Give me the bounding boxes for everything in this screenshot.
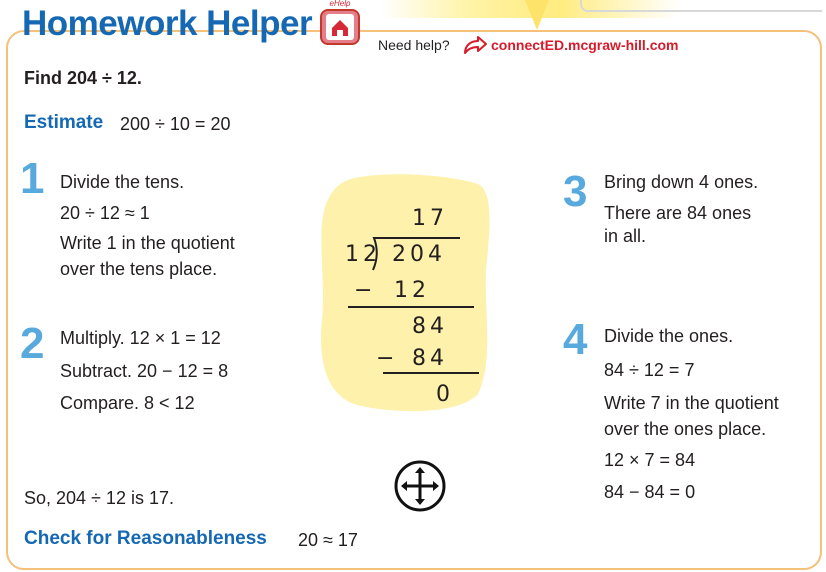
step-3-text	[604, 172, 758, 248]
check-reasonableness-value: 20 ≈ 17	[298, 530, 358, 550]
ehelp-button[interactable]	[318, 0, 364, 46]
step-4-line: 84 ÷ 12 = 7	[604, 359, 695, 380]
remainder-2: 0	[436, 382, 454, 407]
connected-link[interactable]: connectED.mcgraw-hill.com	[491, 37, 679, 53]
step-3-line: in all.	[604, 226, 647, 247]
step-number-4: 4	[563, 315, 588, 364]
step-1-line: 20 ÷ 12 ≈ 1	[60, 202, 150, 223]
step-4-line: over the ones place.	[604, 418, 767, 439]
ehelp-icon	[318, 0, 364, 46]
step-1-line: over the tens place.	[60, 258, 218, 279]
step-2-text	[60, 328, 228, 415]
estimate-value: 200 ÷ 10 = 20	[120, 114, 231, 134]
subtrahend-2: 84	[412, 346, 448, 371]
step-2-line: Multiply. 12 × 1 = 12	[60, 328, 221, 348]
estimate-label: Estimate	[24, 112, 104, 133]
step-2-line: Subtract. 20 − 12 = 8	[60, 360, 229, 381]
step-3-line: Bring down 4 ones.	[604, 172, 759, 192]
step-number-2: 2	[20, 319, 45, 368]
subtract-sign-1: −	[354, 278, 377, 303]
page-title: Homework Helper	[22, 4, 313, 43]
link-arrow-icon[interactable]	[462, 34, 488, 56]
move-icon[interactable]	[393, 459, 447, 513]
step-4-text	[604, 326, 779, 504]
dividend: 204	[392, 242, 446, 267]
step-4-line: Divide the ones.	[604, 326, 734, 346]
subtrahend-1: 12	[394, 278, 430, 303]
problem-statement: Find 204 ÷ 12.	[24, 68, 142, 88]
step-1-text	[60, 172, 235, 280]
step-4-line: 12 × 7 = 84	[604, 450, 696, 471]
step-1-line: Write 1 in the quotient	[60, 233, 235, 254]
step-number-3: 3	[563, 167, 588, 216]
quotient: 17	[412, 206, 448, 231]
yellow-decoration	[525, 0, 549, 30]
remainder-1: 84	[412, 314, 448, 339]
ehelp-label: eHelp	[329, 0, 351, 8]
top-decoration-line	[580, 0, 822, 12]
need-help-text: Need help?	[378, 37, 450, 53]
step-3-line: There are 84 ones	[604, 202, 752, 223]
divisor: 12	[345, 242, 381, 267]
step-4-line: 84 − 84 = 0	[604, 481, 696, 502]
step-1-line: Divide the tens.	[60, 172, 185, 192]
subtraction-line-2	[383, 372, 479, 374]
conclusion-text: So, 204 ÷ 12 is 17.	[24, 488, 174, 508]
check-reasonableness-label: Check for Reasonableness	[24, 528, 267, 549]
subtract-sign-2: −	[376, 346, 399, 371]
subtraction-line-1	[348, 306, 474, 308]
step-4-line: Write 7 in the quotient	[604, 393, 779, 414]
step-2-line: Compare. 8 < 12	[60, 393, 195, 414]
step-number-1: 1	[20, 154, 45, 203]
